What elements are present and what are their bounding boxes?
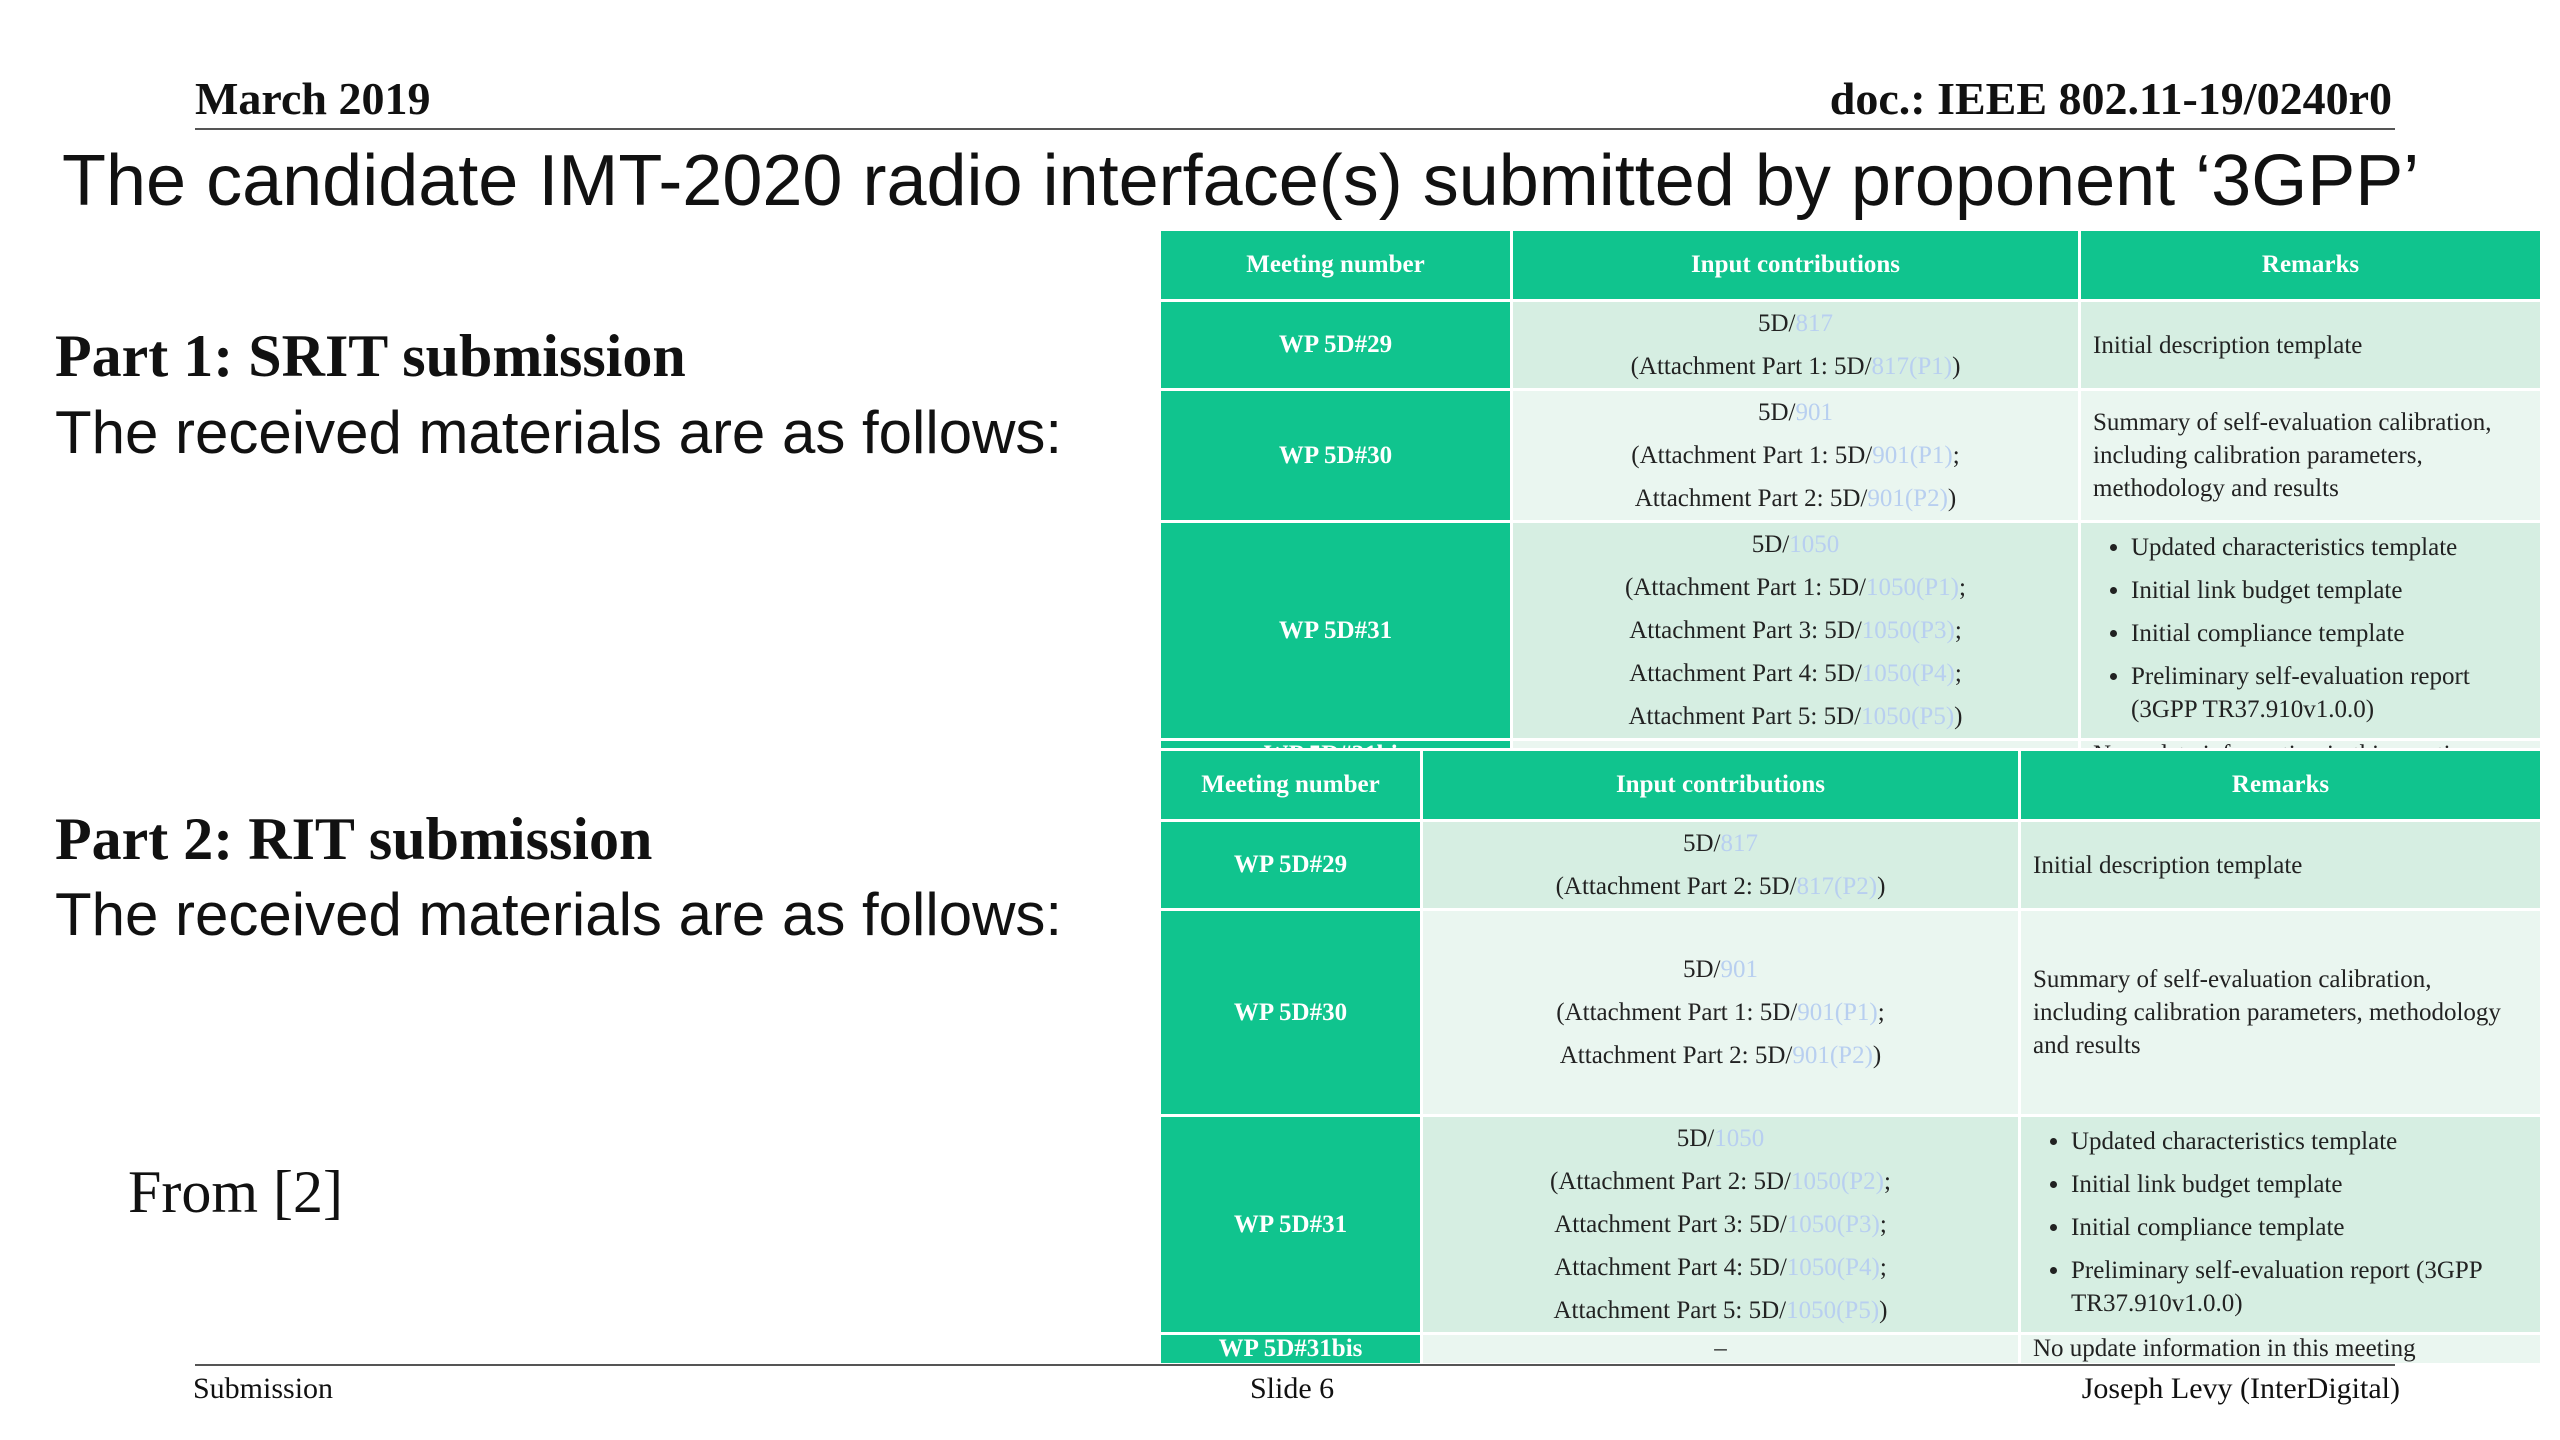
input-contributions: – — [1422, 1334, 2020, 1365]
remarks-list — [2033, 1125, 2528, 1320]
meeting-number: WP 5D#31bis — [1160, 1334, 1422, 1365]
table-row — [1160, 522, 2542, 740]
contribution-link[interactable]: 1050(P1) — [1865, 574, 1960, 601]
contribution-link[interactable]: 817(P2) — [1796, 873, 1878, 900]
table-row — [1160, 390, 2542, 522]
header-date: March 2019 — [195, 73, 431, 124]
contribution-link[interactable]: 901(P1) — [1872, 442, 1953, 469]
header-meeting-number: Meeting number — [1160, 750, 1422, 821]
meeting-number: WP 5D#31 — [1160, 522, 1512, 740]
meeting-number: WP 5D#29 — [1160, 821, 1422, 910]
contribution-link[interactable]: 1050(P5) — [1861, 703, 1955, 730]
input-contributions: 5D/901 (Attachment Part 1: 5D/901(P1); Attachment Part 2: 5D/901(P2)) — [1422, 910, 2020, 1116]
meeting-number: WP 5D#31 — [1160, 1116, 1422, 1334]
contribution-link[interactable]: 1050(P2) — [1790, 1168, 1885, 1195]
table-row — [1160, 910, 2542, 1116]
remark-item: • Preliminary self-evaluation report (3GPP TR37.910v1.0.0) — [2071, 1254, 2528, 1320]
contribution-link[interactable]: 901(P1) — [1797, 999, 1878, 1026]
remark-item: • Initial link budget template — [2131, 574, 2528, 607]
meeting-number: WP 5D#30 — [1160, 910, 1422, 1116]
remarks — [2020, 1116, 2542, 1334]
input-contributions: 5D/817 (Attachment Part 2: 5D/817(P2)) — [1422, 821, 2020, 910]
contribution-link[interactable]: 1050(P3) — [1861, 617, 1955, 644]
table-row — [1160, 1334, 2542, 1365]
remarks: No update information in this meeting — [2020, 1334, 2542, 1365]
meeting-number: WP 5D#29 — [1160, 301, 1512, 390]
contribution-link[interactable]: 901(P2) — [1867, 485, 1948, 512]
slide-title: The candidate IMT-2020 radio interface(s) submitted by proponent ‘3GPP’ — [62, 141, 2420, 221]
input-contributions: 5D/1050 (Attachment Part 1: 5D/1050(P1); Attachment Part 3: 5D/1050(P3); Attachment Part 4: 5D/1050(P4); Attachment Part 5: 5D/1050(P5)) — [1512, 522, 2080, 740]
header-remarks: Remarks — [2020, 750, 2542, 821]
remark-item: • Updated characteristics template — [2071, 1125, 2528, 1158]
remark-item: • Preliminary self-evaluation report (3GPP TR37.910v1.0.0) — [2131, 660, 2528, 726]
contribution-link[interactable]: 1050(P4) — [1786, 1254, 1880, 1281]
contribution-link[interactable]: 1050(P3) — [1786, 1211, 1880, 1238]
contribution-link[interactable]: 901(P2) — [1792, 1042, 1873, 1069]
remark-item: • Initial compliance template — [2131, 617, 2528, 650]
footer-label: Submission — [193, 1372, 334, 1405]
header-doc-id: doc.: IEEE 802.11-19/0240r0 — [1829, 73, 2392, 124]
contribution-link[interactable]: 817 — [1795, 310, 1833, 337]
contribution-link[interactable]: 817(P1) — [1871, 353, 1953, 380]
table-row — [1160, 821, 2542, 910]
contribution-link[interactable]: 1050(P5) — [1786, 1297, 1880, 1324]
remark-item: • Initial link budget template — [2071, 1168, 2528, 1201]
footer-author: Joseph Levy (InterDigital) — [2081, 1372, 2400, 1405]
slide-number: Slide 6 — [1250, 1372, 1335, 1405]
remarks: Summary of self-evaluation calibration, including calibration parameters, methodology and results — [2080, 390, 2542, 522]
rit-submission-table — [1158, 748, 2543, 1366]
source-note: From [2] — [128, 1159, 343, 1225]
remark-item: • Initial compliance template — [2071, 1211, 2528, 1244]
header-remarks: Remarks — [2080, 230, 2542, 301]
contribution-link[interactable]: 1050(P4) — [1861, 660, 1955, 687]
part2-heading: Part 2: RIT submission — [55, 806, 653, 872]
remarks: Initial description template — [2080, 301, 2542, 390]
contribution-link[interactable]: 901 — [1720, 956, 1758, 983]
remark-item: • Updated characteristics template — [2131, 531, 2528, 564]
remarks: Summary of self-evaluation calibration, including calibration parameters, methodology and results — [2020, 910, 2542, 1116]
table-row — [1160, 1116, 2542, 1334]
part1-subtitle: The received materials are as follows: — [55, 399, 1063, 466]
header-divider — [195, 128, 2395, 130]
remarks: Initial description template — [2020, 821, 2542, 910]
input-contributions: 5D/1050 (Attachment Part 2: 5D/1050(P2); Attachment Part 3: 5D/1050(P3); Attachment Part 4: 5D/1050(P4); Attachment Part 5: 5D/1050(P5)) — [1422, 1116, 2020, 1334]
part2-subtitle: The received materials are as follows: — [55, 881, 1063, 948]
remarks — [2080, 522, 2542, 740]
contribution-link[interactable]: 1050 — [1714, 1125, 1765, 1152]
meeting-number: WP 5D#30 — [1160, 390, 1512, 522]
header-input-contributions: Input contributions — [1512, 230, 2080, 301]
remarks-list — [2093, 531, 2528, 726]
header-input-contributions: Input contributions — [1422, 750, 2020, 821]
input-contributions: 5D/817 (Attachment Part 1: 5D/817(P1)) — [1512, 301, 2080, 390]
contribution-link[interactable]: 901 — [1795, 399, 1833, 426]
input-contributions: 5D/901 (Attachment Part 1: 5D/901(P1); Attachment Part 2: 5D/901(P2)) — [1512, 390, 2080, 522]
table-row — [1160, 301, 2542, 390]
srit-submission-table — [1158, 228, 2543, 772]
contribution-link[interactable]: 817 — [1720, 830, 1758, 857]
header-meeting-number: Meeting number — [1160, 230, 1512, 301]
part1-heading: Part 1: SRIT submission — [55, 323, 686, 389]
contribution-link[interactable]: 1050 — [1789, 531, 1840, 558]
footer-divider — [195, 1364, 2395, 1366]
